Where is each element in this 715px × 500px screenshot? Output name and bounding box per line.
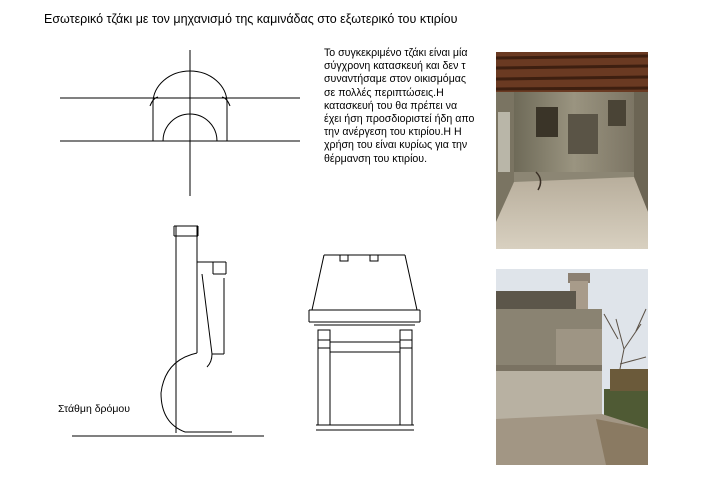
interior-photo bbox=[496, 52, 648, 249]
description-line: θέρμανση του κτιρίου. bbox=[324, 152, 428, 165]
description-line: σε πολλές περιπτώσεις.Η bbox=[324, 86, 444, 99]
section-drawing bbox=[72, 226, 264, 436]
page-title: Εσωτερικό τζάκι με τον μηχανισμό της καμινάδας στο εξωτερικό του κτιρίου bbox=[44, 12, 458, 26]
elevation-drawing bbox=[309, 255, 420, 430]
exterior-photo bbox=[496, 269, 648, 465]
description-line: έχει ήση προσδιοριστεί ήδη απο bbox=[324, 113, 475, 126]
description-line: κατασκευή του θα πρέπει να bbox=[324, 99, 458, 112]
description-line: την ανέργεση του κτιρίου.Η Η bbox=[324, 126, 462, 139]
description-line: χρήση του είναι κυρίως για την bbox=[324, 139, 468, 152]
street-level-label: Στάθμη δρόμου bbox=[58, 403, 130, 415]
description-line: Το συγκεκριμένο τζάκι είναι μία bbox=[324, 47, 468, 59]
description-line: συναντήσαμε στον οικισμόμας bbox=[324, 73, 467, 86]
description-line: σύγχρονη κατασκευή και δεν τ bbox=[324, 60, 466, 73]
plan-drawing bbox=[60, 50, 300, 196]
